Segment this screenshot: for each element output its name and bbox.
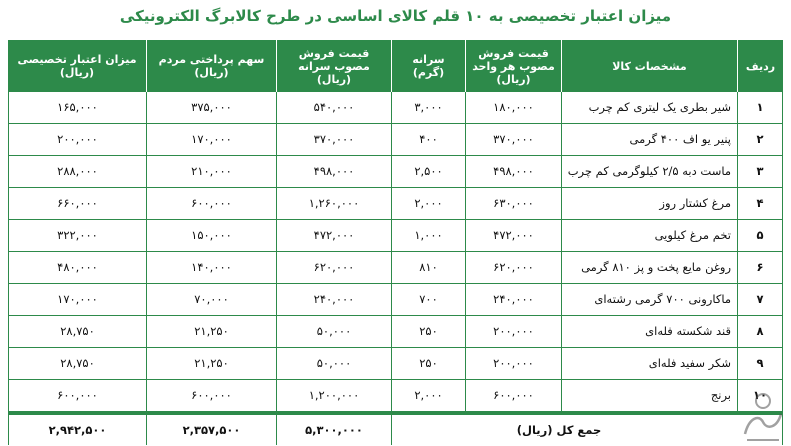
unit-price: ۴۷۲,۰۰۰ (465, 220, 561, 252)
item-name: شکر سفید فله‌ای (561, 348, 737, 380)
table-row (8, 316, 783, 348)
item-name: قند شکسته فله‌ای (561, 316, 737, 348)
row-number: ۱۰ (737, 380, 783, 412)
row-number: ۳ (737, 156, 783, 188)
people-share: ۳۷۵,۰۰۰ (146, 92, 276, 124)
people-share: ۷۰,۰۰۰ (146, 284, 276, 316)
total-people-share: ۲,۳۵۷,۵۰۰ (146, 412, 276, 445)
per-capita: ۱,۰۰۰ (391, 220, 465, 252)
table-header-row (8, 40, 783, 92)
per-capita-price: ۵۰,۰۰۰ (276, 348, 391, 380)
unit-price: ۳۷۰,۰۰۰ (465, 124, 561, 156)
unit-price: ۲۴۰,۰۰۰ (465, 284, 561, 316)
row-number: ۷ (737, 284, 783, 316)
header-people-share: سهم پرداختی مردم (ریال) (146, 40, 276, 92)
per-capita-price: ۱,۲۰۰,۰۰۰ (276, 380, 391, 412)
people-share: ۲۱۰,۰۰۰ (146, 156, 276, 188)
header-per-capita-price: قیمت فروش مصوب سرانه (ریال) (276, 40, 391, 92)
item-name: شیر بطری یک لیتری کم چرب (561, 92, 737, 124)
total-per-capita-price: ۵,۳۰۰,۰۰۰ (276, 412, 391, 445)
total-label: جمع کل (ریال) (391, 412, 783, 445)
unit-price: ۴۹۸,۰۰۰ (465, 156, 561, 188)
people-share: ۱۵۰,۰۰۰ (146, 220, 276, 252)
people-share: ۶۰۰,۰۰۰ (146, 380, 276, 412)
table-row (8, 220, 783, 252)
page-title: میزان اعتبار تخصیصی به ۱۰ قلم کالای اساسی در طرح کالابرگ الکترونیکی (119, 7, 672, 25)
per-capita-price: ۱,۲۶۰,۰۰۰ (276, 188, 391, 220)
allocated-credit: ۱۷۰,۰۰۰ (8, 284, 146, 316)
allocated-credit: ۶۶۰,۰۰۰ (8, 188, 146, 220)
row-number: ۶ (737, 252, 783, 284)
allocated-credit: ۲۸,۷۵۰ (8, 316, 146, 348)
row-number: ۸ (737, 316, 783, 348)
unit-price: ۱۸۰,۰۰۰ (465, 92, 561, 124)
table-row (8, 380, 783, 412)
unit-price: ۲۰۰,۰۰۰ (465, 316, 561, 348)
item-name: ماست دبه ۲/۵ کیلوگرمی کم چرب (561, 156, 737, 188)
per-capita-price: ۶۲۰,۰۰۰ (276, 252, 391, 284)
allocated-credit: ۱۶۵,۰۰۰ (8, 92, 146, 124)
item-name: مرغ کشتار روز (561, 188, 737, 220)
item-name: برنج (561, 380, 737, 412)
per-capita: ۲,۰۰۰ (391, 380, 465, 412)
row-number: ۴ (737, 188, 783, 220)
item-name: روغن مایع پخت و پز ۸۱۰ گرمی (561, 252, 737, 284)
table-row (8, 188, 783, 220)
people-share: ۲۱,۲۵۰ (146, 348, 276, 380)
header-unit-price: قیمت فروش مصوب هر واحد (ریال) (465, 40, 561, 92)
per-capita: ۲,۵۰۰ (391, 156, 465, 188)
table-row (8, 92, 783, 124)
unit-price: ۲۰۰,۰۰۰ (465, 348, 561, 380)
per-capita: ۴۰۰ (391, 124, 465, 156)
watermark-logo (739, 388, 785, 444)
per-capita: ۲,۰۰۰ (391, 188, 465, 220)
row-number: ۵ (737, 220, 783, 252)
header-item: مشخصات کالا (561, 40, 737, 92)
per-capita: ۲۵۰ (391, 348, 465, 380)
per-capita-price: ۲۴۰,۰۰۰ (276, 284, 391, 316)
header-per-capita: سرانه (گرم) (391, 40, 465, 92)
table-row (8, 284, 783, 316)
per-capita-price: ۴۷۲,۰۰۰ (276, 220, 391, 252)
per-capita: ۸۱۰ (391, 252, 465, 284)
item-name: پنیر یو اف ۴۰۰ گرمی (561, 124, 737, 156)
allocated-credit: ۳۲۲,۰۰۰ (8, 220, 146, 252)
unit-price: ۶۲۰,۰۰۰ (465, 252, 561, 284)
header-allocated-credit: میزان اعتبار تخصیصی (ریال) (8, 40, 146, 92)
row-number: ۱ (737, 92, 783, 124)
per-capita: ۳,۰۰۰ (391, 92, 465, 124)
table-row (8, 348, 783, 380)
table-row (8, 252, 783, 284)
item-name: تخم مرغ کیلویی (561, 220, 737, 252)
per-capita: ۷۰۰ (391, 284, 465, 316)
allocated-credit: ۲۰۰,۰۰۰ (8, 124, 146, 156)
allocated-credit: ۴۸۰,۰۰۰ (8, 252, 146, 284)
allocated-credit: ۲۸۸,۰۰۰ (8, 156, 146, 188)
row-number: ۹ (737, 348, 783, 380)
per-capita-price: ۴۹۸,۰۰۰ (276, 156, 391, 188)
row-number: ۲ (737, 124, 783, 156)
people-share: ۲۱,۲۵۰ (146, 316, 276, 348)
table-row (8, 156, 783, 188)
people-share: ۱۷۰,۰۰۰ (146, 124, 276, 156)
credit-table (8, 40, 783, 445)
header-row-number: ردیف (737, 40, 783, 92)
allocated-credit: ۲۸,۷۵۰ (8, 348, 146, 380)
per-capita-price: ۵۰,۰۰۰ (276, 316, 391, 348)
unit-price: ۶۳۰,۰۰۰ (465, 188, 561, 220)
total-row (8, 412, 783, 445)
unit-price: ۶۰۰,۰۰۰ (465, 380, 561, 412)
people-share: ۱۴۰,۰۰۰ (146, 252, 276, 284)
total-allocated-credit: ۲,۹۴۲,۵۰۰ (8, 412, 146, 445)
allocated-credit: ۶۰۰,۰۰۰ (8, 380, 146, 412)
per-capita-price: ۳۷۰,۰۰۰ (276, 124, 391, 156)
item-name: ماکارونی ۷۰۰ گرمی رشته‌ای (561, 284, 737, 316)
table-row (8, 124, 783, 156)
per-capita-price: ۵۴۰,۰۰۰ (276, 92, 391, 124)
people-share: ۶۰۰,۰۰۰ (146, 188, 276, 220)
per-capita: ۲۵۰ (391, 316, 465, 348)
